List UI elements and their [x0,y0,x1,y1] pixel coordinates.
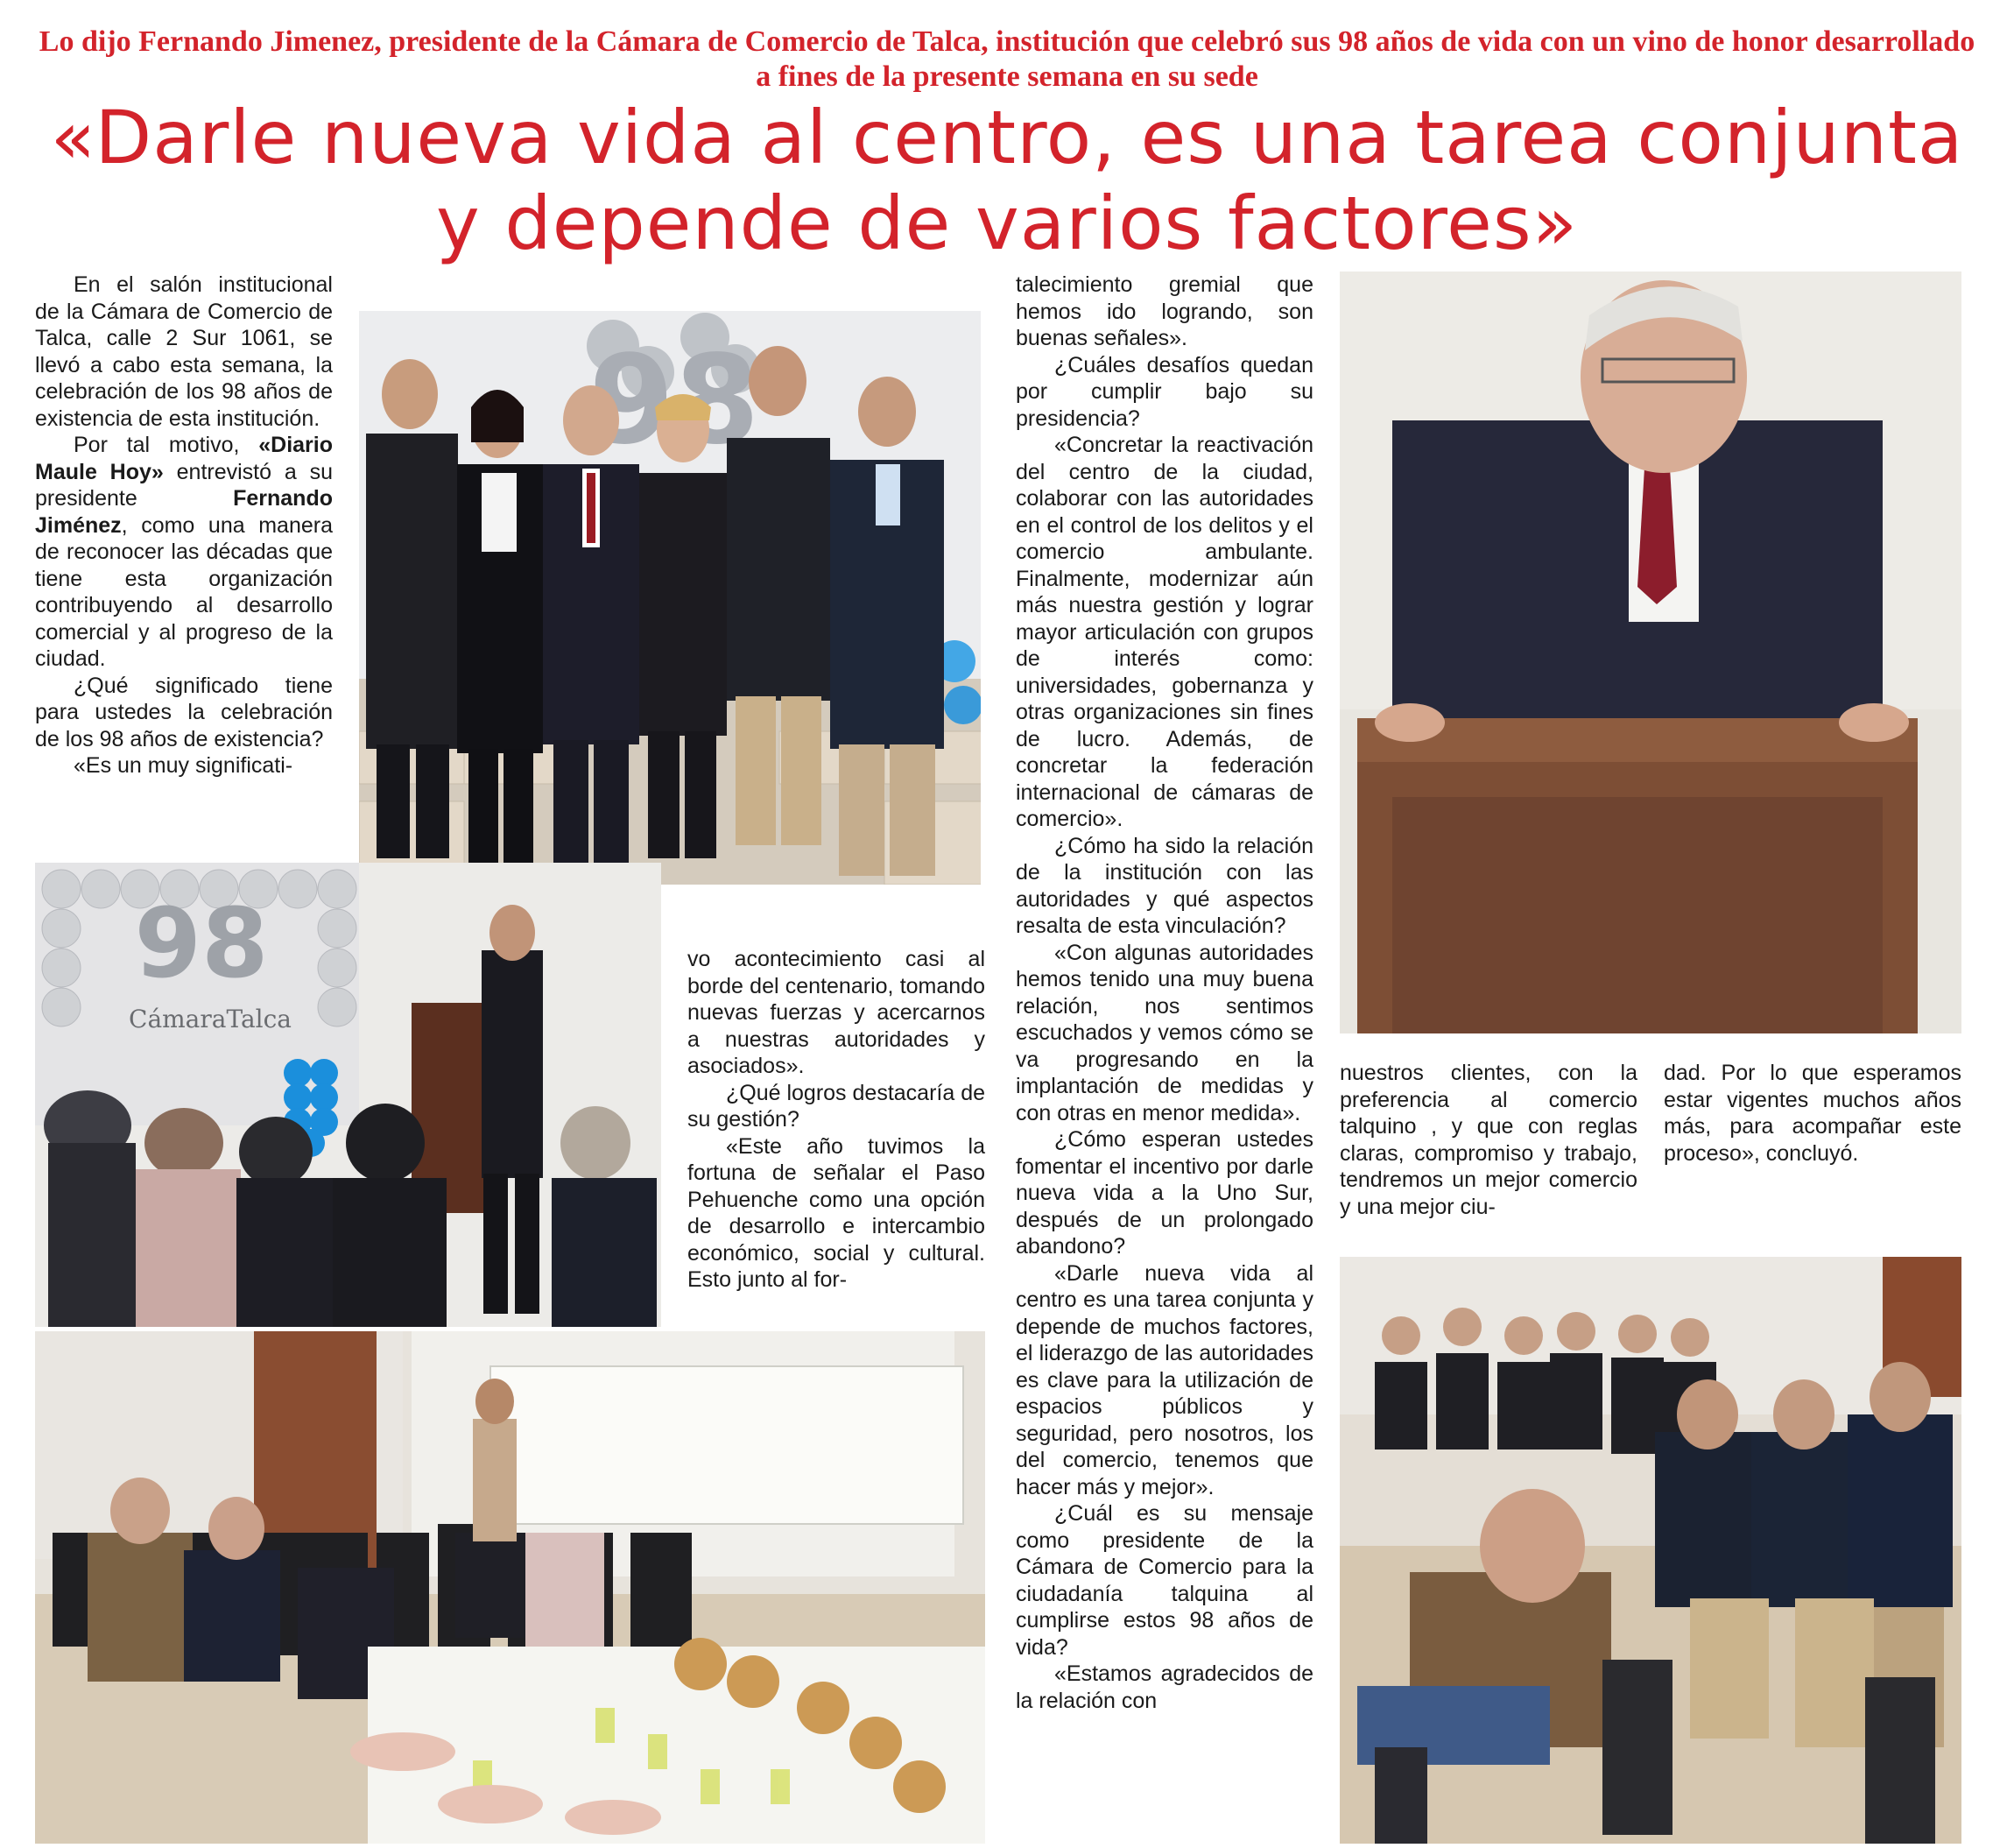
speech-photo-number-sign: 98 [134,887,269,999]
headline-line-2: y depende de varios factores» [435,180,1579,266]
paragraph: «Este año tuvimos la fortuna de señalar el Paso Pehuenche como una opción de desarrollo e intercambio económico, social y cultural. Esto junto al for- [687,1133,985,1292]
seated-photo [1340,1257,1961,1844]
text-column-2 [687,946,985,1294]
text-column-3 [1016,272,1313,1714]
question: ¿Cuál es su mensaje como presidente de la Cámara de Comercio para la ciudadanía talquina al cumplirse estos 98 años de vida? [1016,1501,1313,1660]
paragraph: nuestros clientes, con la preferencia al comercio talquino , y que con reglas claras, compromiso y trabajo, tendremos un mejor comercio y una mejor ciu- [1340,1061,1637,1219]
paragraph: «Estamos agradecidos de la relación con [1016,1661,1313,1713]
text-column-5 [1664,1060,1961,1167]
podium-photo [1340,272,1961,1033]
speech-photo [35,863,661,1327]
speech-photo-banner: CámaraTalca [129,1005,292,1033]
audience-photo [35,1331,985,1844]
paragraph: vo acontecimiento casi al borde del centenario, tomando nuevas fuerzas y acercarnos a nuestras autoridades y asociados». [687,947,985,1078]
article-headline [35,95,1979,266]
question: ¿Cómo esperan ustedes fomentar el incentivo por darle nueva vida a la Uno Sur, después de un prolongado abandono? [1016,1127,1313,1259]
question: ¿Cuáles desafíos quedan por cumplir bajo su presidencia? [1016,352,1313,431]
text-column-4 [1340,1060,1637,1220]
headline-line-1: «Darle nueva vida al centro, es una tarea conjunta [50,95,1964,180]
paragraph: talecimiento gremial que hemos ido logrando, son buenas señales». [1016,272,1313,350]
question: ¿Qué significado tiene para ustedes la celebración de los 98 años de existencia? [35,673,333,751]
paragraph: «Es un muy significati- [74,753,293,778]
text-column-1 [35,272,333,779]
paragraph: «Con algunas autoridades hemos tenido una muy buena relación, nos sentimos escuchados y vemos cómo se va progresando en la implantación de medidas y con otras en menor medida». [1016,940,1313,1125]
article-kicker: Lo dijo Fernando Jimenez, presidente de la Cámara de Comercio de Talca, institución que celebró sus 98 años de vida con un vino de honor desarrollado a fines de la presente semana en su sede [39,25,1975,93]
paragraph: Por tal motivo, «Diario Maule Hoy» entrevistó a su presidente Fernando Jiménez, como una manera de reconocer las décadas que tiene esta organización contribuyendo al desarrollo comercial y al progreso de la ciudad. [35,433,333,671]
group-photo [359,311,981,885]
paragraph: dad. Por lo que esperamos estar vigentes muchos años más, para acompañar este proceso», concluyó. [1664,1061,1961,1166]
question: ¿Cómo ha sido la relación de la institución con las autoridades y qué aspectos resalta de esta vinculación? [1016,833,1313,938]
paragraph: «Concretar la reactivación del centro de la ciudad, colaborar con las autoridades en el control de los delitos y el comercio ambulante. Finalmente, modernizar aún más nuestra gestión y lograr mayor articulación con grupos de interés como: universidades, gobernanza y otras organizaciones sin fines de lucro. Además, de concretar la federación internacional de cámaras de comercio». [1016,433,1313,831]
paragraph: En el salón institucional de la Cámara de Comercio de Talca, calle 2 Sur 1061, se llevó a cabo esta semana, la celebración de los 98 años de existencia de esta institución. [35,272,333,431]
paragraph: «Darle nueva vida al centro es una tarea conjunta y depende de muchos factores, el liderazgo de las autoridades es clave para la utilización de espacios públicos y seguridad, pero nosotros, los del comercio, tenemos que hacer más y mejor». [1016,1260,1313,1499]
question: ¿Qué logros destacaría de su gestión? [687,1080,985,1132]
